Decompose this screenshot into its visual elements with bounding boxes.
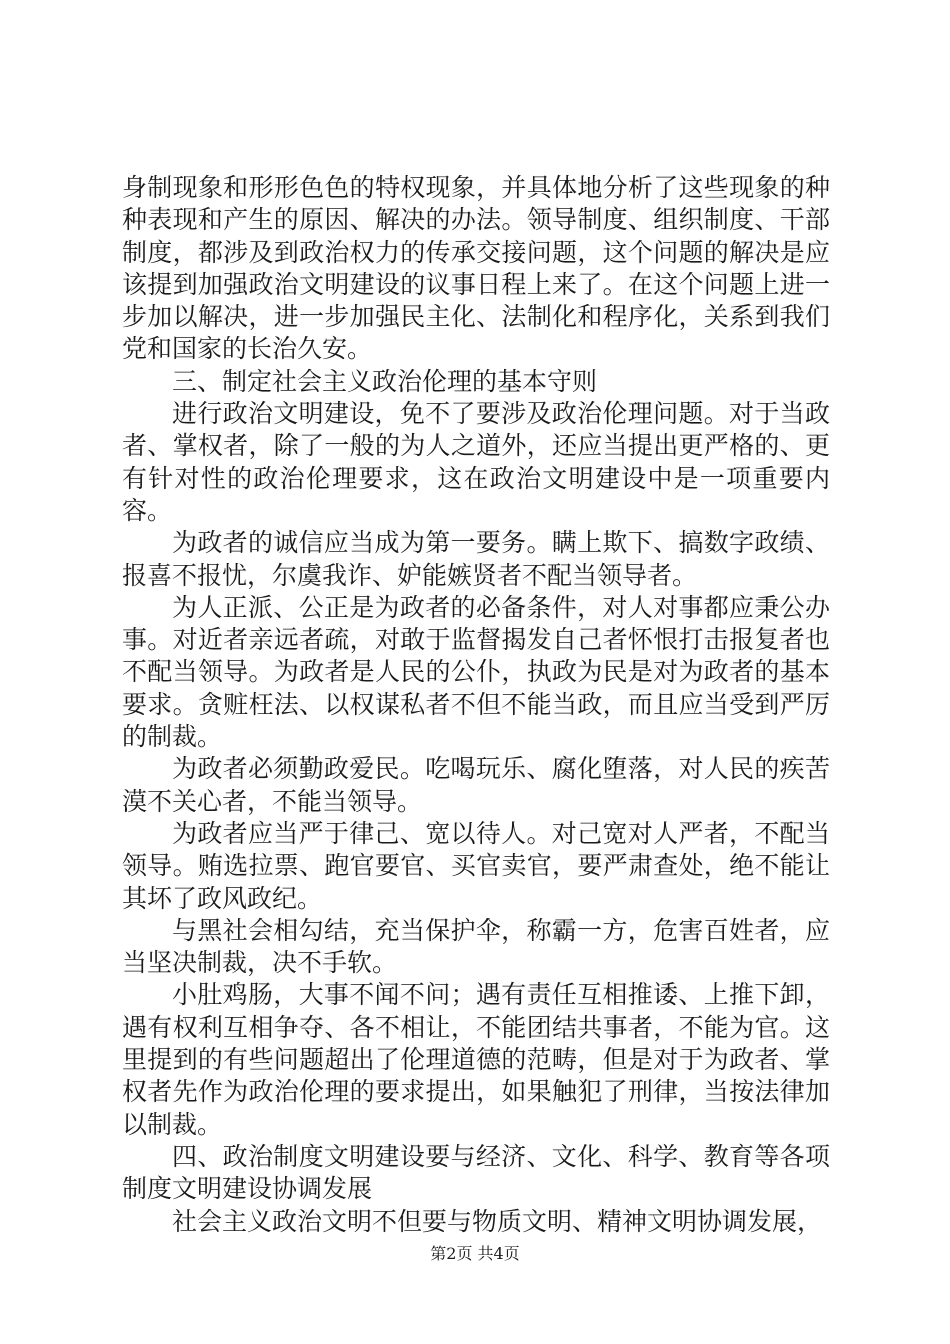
page-footer (0, 1241, 950, 1264)
paragraph-4: 为政者的诚信应当成为第一要务。瞒上欺下、搞数字政绩、报喜不报忧，尔虞我诈、妒能嫉贤者不配当领导者。 (122, 528, 830, 590)
paragraph-11: 社会主义政治文明不但要与物质文明、精神文明协调发展， (172, 1206, 823, 1236)
page-number-label: 第2页 共4页 (430, 1244, 520, 1263)
paragraph-3: 进行政治文明建设，免不了要涉及政治伦理问题。对于当政者、掌权者，除了一般的为人之道外，还应当提出更严格的、更有针对性的政治伦理要求，这在政治文明建设中是一项重要内容。 (122, 399, 830, 525)
section-heading-4: 四、政治制度文明建设要与经济、文化、科学、教育等各项制度文明建设协调发展 (122, 1141, 830, 1204)
paragraph-8: 与黑社会相勾结，充当保护伞，称霸一方，危害百姓者，应当坚决制裁，决不手软。 (122, 915, 830, 978)
section-heading-3: 三、制定社会主义政治伦理的基本守则 (172, 366, 598, 396)
paragraph-1: 身制现象和形形色色的特权现象，并具体地分析了这些现象的种种表现和产生的原因、解决的办法。领导制度、组织制度、干部制度，都涉及到政治权力的传承交接问题，这个问题的解决是应该提到加强政治文明建设的议事日程上来了。在这个问题上进一步加以解决，进一步加强民主化、法制化和程序化，关系到我们党和国家的长治久安。 (122, 173, 830, 364)
paragraph-5: 为人正派、公正是为政者的必备条件，对人对事都应秉公办事。对近者亲远者疏，对敢于监督揭发自己者怀恨打击报复者也不配当领导。为政者是人民的公仆，执政为民是对为政者的基本要求。贪赃枉法、以权谋私者不但不能当政，而且应当受到严厉的制裁。 (122, 592, 830, 752)
paragraph-9: 小肚鸡肠，大事不闻不问；遇有责任互相推诿、上推下卸，遇有权利互相争夺、各不相让，不能团结共事者，不能为官。这里提到的有些问题超出了伦理道德的范畴，但是对于为政者、掌权者先作为政治伦理的要求提出，如果触犯了刑律，当按法律加以制裁。 (122, 980, 830, 1139)
document-body (122, 172, 830, 1238)
paragraph-6: 为政者必须勤政爱民。吃喝玩乐、腐化堕落，对人民的疾苦漠不关心者，不能当领导。 (122, 754, 830, 816)
paragraph-7: 为政者应当严于律己、宽以待人。对己宽对人严者，不配当领导。贿选拉票、跑官要官、买官卖官，要严肃查处，绝不能让其坏了政风政纪。 (122, 818, 830, 913)
